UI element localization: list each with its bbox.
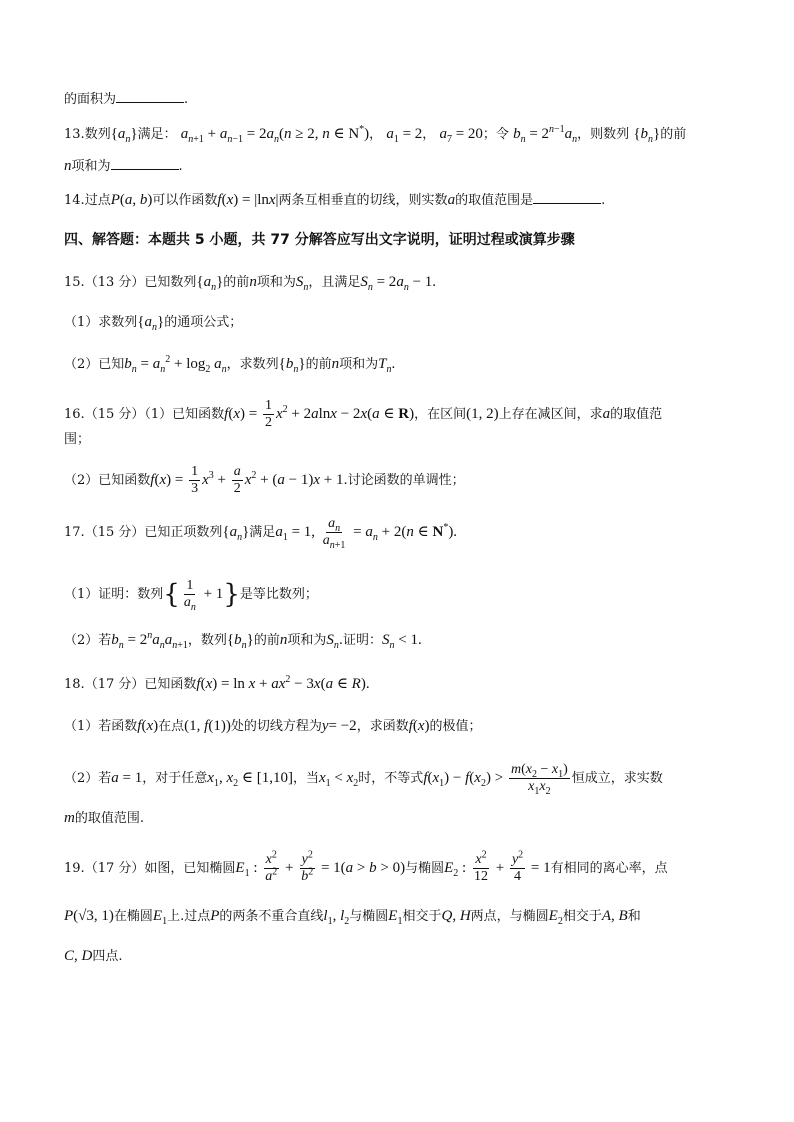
- math: $S_n$: [295, 274, 309, 293]
- math: $S_n < 1$.: [382, 632, 422, 651]
- math: $E_2$: [548, 908, 563, 927]
- question-17-part-1: （1）证明：数列{ $\frac{1}{a_n}$ + 1}是等比数列；: [64, 578, 318, 613]
- math: $\{a_n\}$: [196, 274, 224, 293]
- answer-blank: [116, 90, 184, 103]
- question-18-part-1: （1）若函数f(x)在点(1, f(1))处的切线方程为y= −2，求函数f(x)的极值；: [64, 718, 482, 734]
- math: $b_n = 2^{n-1}a_n$: [513, 124, 578, 145]
- math: a = 1: [111, 769, 143, 786]
- question-17-part-2: （2）若$b_n = 2^na_na_{n+1}$，数列$\{b_n\}$的前n项和为$S_n$.证明：$S_n < 1$.: [64, 630, 422, 651]
- math: $a_7 = 20$: [439, 126, 483, 145]
- math: P: [210, 908, 220, 924]
- math: n: [279, 632, 288, 648]
- math: (1, 2): [466, 405, 499, 422]
- math: $E_2$ : $\frac{x^2}{12}$ + $\frac{y^2}{4}$ = 1: [444, 849, 551, 884]
- question-14: 14.过点P(a, b)可以作函数f(x) = |lnx|两条互相垂直的切线，则实数a的取值范围是 .: [64, 192, 606, 208]
- math: P(a, b): [110, 192, 153, 208]
- answer-blank: [533, 191, 601, 204]
- math: f(x): [408, 718, 430, 734]
- math: A, B: [601, 908, 628, 924]
- math: P(√3, 1): [64, 908, 114, 924]
- answer-blank: [111, 157, 179, 170]
- math: $\{b_n\}$: [226, 632, 254, 651]
- math: $x_1$, $x_2$ ∈ [1,10]: [207, 769, 293, 789]
- math: y= −2: [321, 718, 357, 734]
- math: $\{a_n\}$: [110, 126, 138, 145]
- math: $T_n$.: [378, 356, 396, 375]
- math: $x_1 < x_2$: [318, 769, 359, 789]
- math: a: [602, 405, 611, 422]
- math: $E_1$ : $\frac{x^2}{a^2}$ + $\frac{y^2}{b^2}$ = 1(a > b > 0): [235, 849, 406, 884]
- math: m: [64, 810, 75, 826]
- math: $l_1$, $l_2$: [323, 908, 350, 927]
- question-16-part-2: （2）已知函数f(x) = $\frac{1}{3}$ $x^3$ + $\frac{a}{2}$ $x^2 + (a - 1)x + 1$.讨论函数的单调性；: [64, 464, 465, 496]
- question-13: 13.数列$\{a_n\}$满足： $a_{n+1} + a_{n-1} = 2a_n(n \ge 2$, n ∈ N*)， $a_1 = 2$， $a_7 = 20$；令 $b_n = 2^{n-1}a_n$，则数列 $\{b_n\}$的前: [64, 124, 687, 145]
- question-13-line-2: n项和为 .: [64, 158, 183, 174]
- math: a: [447, 192, 456, 208]
- math: $\{a_n\}$: [137, 314, 165, 333]
- math: n: [249, 274, 257, 290]
- math: $a_{n+1} + a_{n-1} = 2a_n(n \ge 2$, n ∈ N*): [180, 124, 370, 145]
- question-18: 18.（17 分）已知函数$f(x) = \ln x + ax^2 - 3x(a$ ∈ R).: [64, 674, 370, 692]
- math: $E_1$: [152, 908, 168, 927]
- math: $a_1 = 1$, $\frac{a_n}{a_{n+1}}$ = $a_n + 2(n$ ∈ N*).: [275, 516, 458, 551]
- math: n: [64, 158, 72, 174]
- math: $\{b_n\}$: [633, 126, 661, 145]
- question-18-line-3: m的取值范围.: [64, 810, 144, 826]
- question-18-part-2: （2）若a = 1，对于任意$x_1$, $x_2$ ∈ [1,10]，当$x_1 < x_2$时，不等式$f(x_1) - f(x_2)$ > $\frac{m(x_2 - x_1)}{x_1x_2}$ 恒成立，求实数: [64, 762, 663, 797]
- math: $a_1 = 2$: [386, 126, 423, 145]
- math: $f(x_1) - f(x_2)$ > $\frac{m(x_2 - x_1)}{x_1x_2}$: [423, 762, 568, 797]
- question-15: 15.（13 分）已知数列$\{a_n\}$的前n项和为$S_n$，且满足$S_n = 2a_n - 1$.: [64, 274, 437, 293]
- question-19-line-3: C, D四点.: [64, 948, 123, 964]
- question-15-part-1: （1）求数列$\{a_n\}$的通项公式；: [64, 314, 243, 333]
- math: (1, f(1)): [184, 718, 231, 734]
- math: f(x) = |lnx|: [217, 192, 279, 208]
- section-4-heading: 四、解答题：本题共 5 小题，共 77 分解答应写出文字说明，证明过程或演算步骤: [64, 232, 575, 248]
- question-19: 19.（17 分）如图，已知椭圆$E_1$ : $\frac{x^2}{a^2}$ + $\frac{y^2}{b^2}$ = 1(a > b > 0)与椭圆$E_2$ : $\frac{x^2}{12}$ + $\frac{y^2}{4}$ = 1有相同的离心率，点: [64, 849, 668, 884]
- question-17: 17.（15 分）已知正项数列$\{a_n\}$满足$a_1 = 1$, $\frac{a_n}{a_{n+1}}$ = $a_n + 2(n$ ∈ N*).: [64, 516, 458, 551]
- math: $E_1$: [388, 908, 403, 927]
- q12-tail: 的面积为 .: [64, 92, 189, 107]
- math: $b_n = 2^na_na_{n+1}$: [111, 630, 188, 651]
- math: f(x) = $\frac{1}{2}$ $x^2 + 2alnx - 2x(a$ ∈ R): [224, 398, 415, 430]
- math: $\{b_n\}$: [278, 356, 306, 375]
- math: C, D: [64, 948, 93, 964]
- question-15-part-2: （2）已知$b_n = a_n^2 + \log_2 a_n$，求数列$\{b_n\}$的前n项和为$T_n$.: [64, 354, 396, 375]
- math: f(x) = $\frac{1}{3}$ $x^3$ + $\frac{a}{2}$ $x^2 + (a - 1)x + 1$: [150, 464, 344, 496]
- math: { $\frac{1}{a_n}$ + 1}: [163, 578, 240, 613]
- math: $S_n$: [326, 632, 339, 651]
- question-19-line-2: P(√3, 1)在椭圆$E_1$上.过点P的两条不重合直线$l_1$, $l_2$与椭圆$E_1$相交于Q, H两点，与椭圆$E_2$相交于A, B和: [64, 908, 641, 927]
- math: Q, H: [441, 908, 471, 924]
- math: n: [331, 356, 340, 372]
- math: $\{a_n\}$: [222, 523, 250, 543]
- math: $b_n = a_n^2 + \log_2 a_n$: [124, 354, 227, 375]
- math: $S_n = 2a_n - 1$.: [360, 274, 437, 293]
- question-16: 16.（15 分）（1）已知函数f(x) = $\frac{1}{2}$ $x^2 + 2alnx - 2x(a$ ∈ R)，在区间(1, 2)上存在减区间，求a的取值范: [64, 398, 663, 430]
- question-16-line-2: 围；: [64, 432, 91, 447]
- math: $f(x) = \ln x + ax^2 - 3x(a$ ∈ R).: [196, 674, 370, 692]
- math: f(x): [137, 718, 159, 734]
